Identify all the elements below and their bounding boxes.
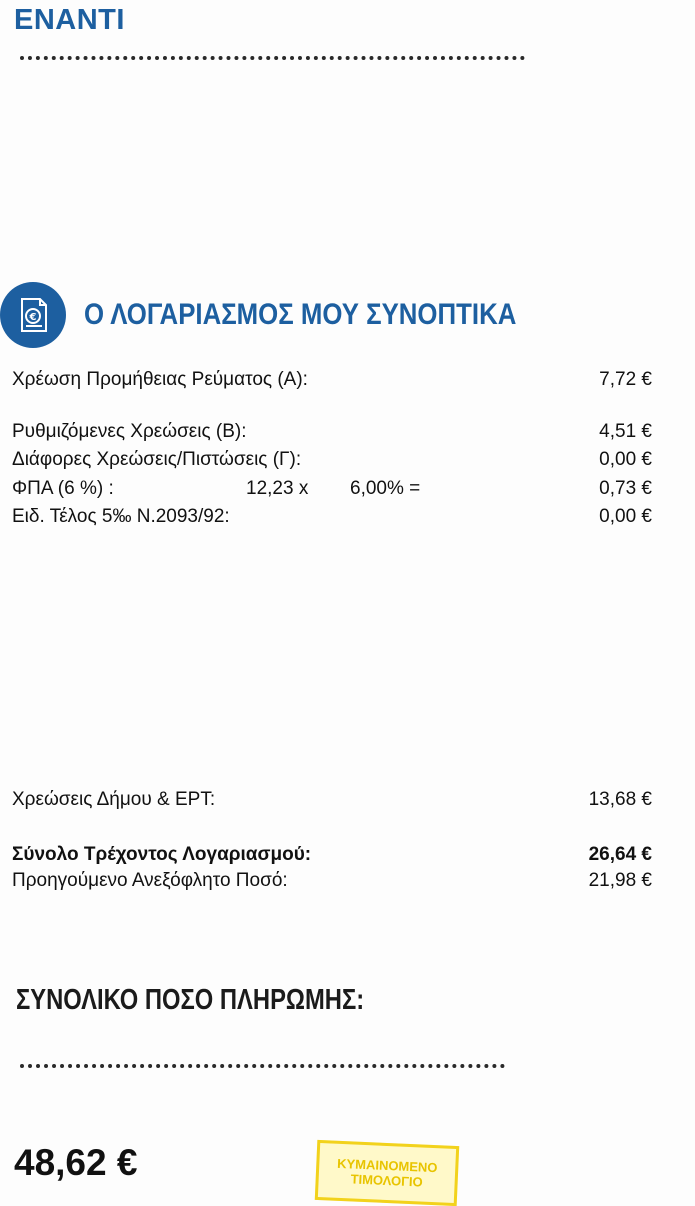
row-label: Σύνολο Τρέχοντος Λογαριασμού: [12,844,312,865]
row-label: Διάφορες Χρεώσεις/Πιστώσεις (Γ): [12,449,302,470]
row-label: Χρεώσεις Δήμου & ΕΡΤ: [12,789,216,810]
vat-base: 12,23 x [246,478,309,499]
section-title: Ο ΛΟΓΑΡΙΑΣΜΟΣ ΜΟΥ ΣΥΝΟΠΤΙΚΑ [84,298,517,331]
row-label: Ειδ. Τέλος 5‰ Ν.2093/92: [12,506,230,527]
row-amount: 4,51 € [599,421,652,442]
row-amount: 0,00 € [599,449,652,470]
row-amount: 0,73 € [599,478,652,499]
dotted-divider [20,1064,505,1068]
row-amount: 13,68 € [588,789,652,810]
row-amount: 7,72 € [599,369,652,390]
stamp-line-1: ΚΥΜΑΙΝΟΜΕΝΟ [336,1155,438,1176]
variable-tariff-stamp [315,1140,459,1206]
stamp-line-2: ΤΙΜΟΛΟΓΙΟ [350,1171,424,1190]
svg-text:€: € [29,312,37,323]
row-amount: 21,98 € [588,870,652,891]
bill-euro-icon [0,282,66,348]
dotted-divider [20,56,525,60]
row-label: Προηγούμενο Ανεξόφλητο Ποσό: [12,870,288,891]
payment-total-heading: ΣΥΝΟΛΙΚΟ ΠΟΣΟ ΠΛΗΡΩΜΗΣ: [16,984,365,1016]
row-label: Ρυθμιζόμενες Χρεώσεις (Β): [12,421,247,442]
row-label: ΦΠΑ (6 %) : [12,478,114,499]
row-amount: 0,00 € [599,506,652,527]
payment-total-amount: 48,62 € [14,1142,138,1183]
row-label: Χρέωση Προμήθειας Ρεύματος (Α): [12,369,308,390]
vat-rate: 6,00% = [350,478,421,499]
brand-logo-text: ΕΝΑΝΤΙ [14,4,125,36]
row-amount: 26,64 € [588,844,652,865]
